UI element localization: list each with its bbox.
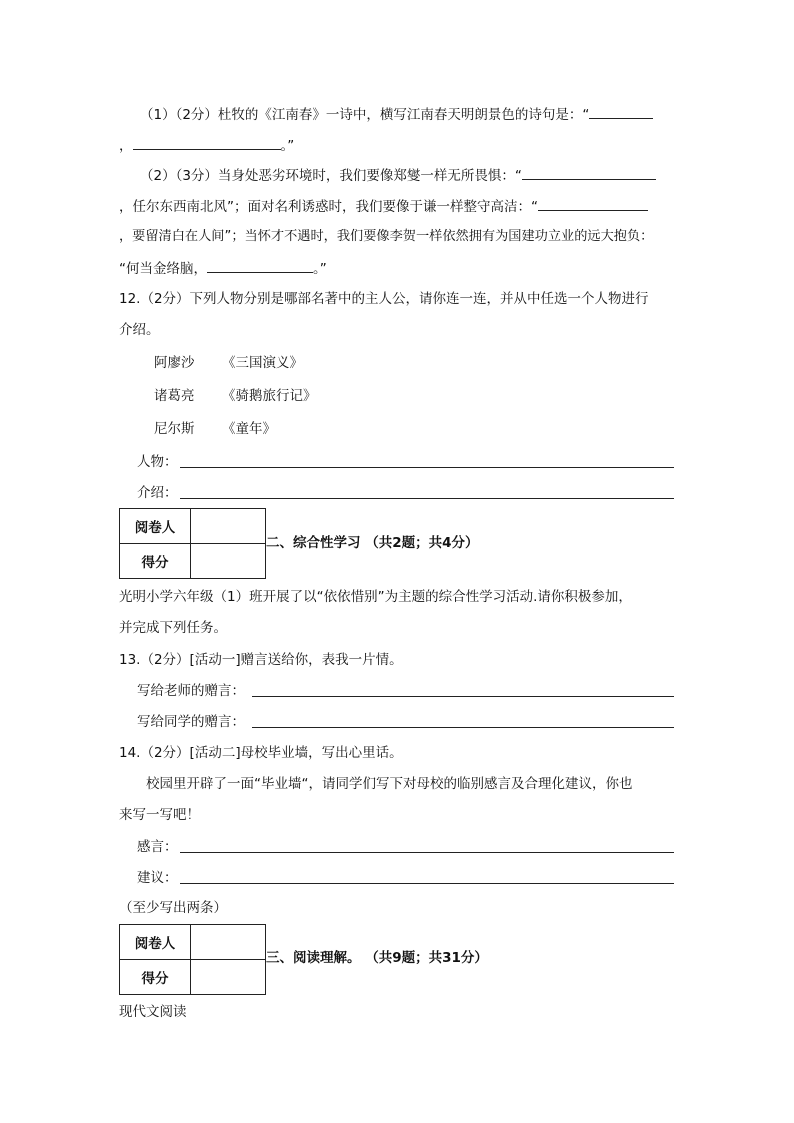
reviewer-cell[interactable] (191, 509, 266, 544)
field-label-classmate: 写给同学的赠言： (137, 714, 245, 730)
answer-blank[interactable] (522, 166, 656, 180)
score-box (119, 508, 266, 579)
q12-title-line2: 介绍。 (119, 322, 160, 338)
q14-title: 14.（2分）[活动二]母校毕业墙，写出心里话。 (119, 745, 403, 761)
answer-line-suggestion[interactable] (180, 883, 674, 884)
answer-line-intro[interactable] (180, 498, 674, 499)
score-cell[interactable] (191, 544, 266, 579)
field-label-feeling: 感言： (137, 839, 178, 855)
reviewer-cell[interactable] (191, 925, 266, 960)
section-title: 三、阅读理解。 （共9题；共31分） (266, 950, 488, 966)
reading-heading: 现代文阅读 (119, 1004, 187, 1020)
answer-blank[interactable] (207, 259, 313, 273)
field-label-suggestion: 建议： (137, 870, 178, 886)
answer-blank[interactable] (133, 136, 281, 150)
field-label-person: 人物： (137, 454, 178, 470)
answer-line-teacher[interactable] (252, 696, 674, 697)
q11-part2-line3: ，要留清白在人间”；当怀才不遇时，我们要像李贺一样依然拥有为国建功立业的远大抱负： (119, 229, 654, 244)
book-item[interactable]: 《骑鹅旅行记》 (222, 388, 317, 404)
q14-paragraph-line2: 来写一写吧！ (119, 807, 200, 823)
answer-line-feeling[interactable] (180, 852, 674, 853)
answer-blank[interactable] (589, 105, 653, 119)
q11-part2-line2: ，任尔东西南北风”；面对名利诱惑时，我们要像于谦一样整守高洁：“ (119, 197, 648, 216)
score-cell[interactable] (191, 960, 266, 995)
answer-line-person[interactable] (180, 467, 674, 468)
person-item[interactable]: 诸葛亮 (154, 388, 195, 404)
book-item[interactable]: 《童年》 (222, 421, 276, 437)
score-label: 得分 (120, 960, 191, 995)
score-label: 得分 (120, 544, 191, 579)
reviewer-label: 阅卷人 (120, 925, 191, 960)
q14-note: （至少写出两条） (119, 900, 227, 916)
q11-part1-line2: ， 。” (119, 138, 295, 154)
field-label-intro: 介绍： (137, 485, 178, 501)
book-item[interactable]: 《三国演义》 (222, 355, 303, 371)
score-box (119, 924, 266, 995)
q11-part2-line1: （2）（3分）当身处恶劣环境时，我们要像郑燮一样无所畏惧：“ (140, 166, 656, 185)
answer-line-classmate[interactable] (252, 727, 674, 728)
field-label-teacher: 写给老师的赠言： (137, 683, 245, 699)
q13-title: 13.（2分）[活动一]赠言送给你，表我一片情。 (119, 652, 403, 668)
answer-blank[interactable] (538, 197, 648, 211)
section-title: 二、综合性学习 （共2题；共4分） (266, 535, 479, 551)
q11-part1-line1: （1）（2分）杜牧的《江南春》一诗中，横写江南春天明朗景色的诗句是：“ (140, 105, 653, 124)
q12-title-line1: 12.（2分）下列人物分别是哪部名著中的主人公，请你连一连，并从中任选一个人物进行 (119, 291, 649, 307)
q11-part2-line4: “何当金络脑， 。” (119, 261, 327, 277)
q14-paragraph-line1: 校园里开辟了一面“毕业墙“，请同学们写下对母校的临别感言及合理化建议，你也 (146, 776, 633, 792)
intro-line2: 并完成下列任务。 (119, 620, 227, 636)
person-item[interactable]: 阿廖沙 (154, 355, 195, 371)
intro-line1: 光明小学六年级（1）班开展了以“依依惜别”为主题的综合性学习活动.请你积极参加， (119, 589, 632, 605)
person-item[interactable]: 尼尔斯 (154, 421, 195, 437)
reviewer-label: 阅卷人 (120, 509, 191, 544)
